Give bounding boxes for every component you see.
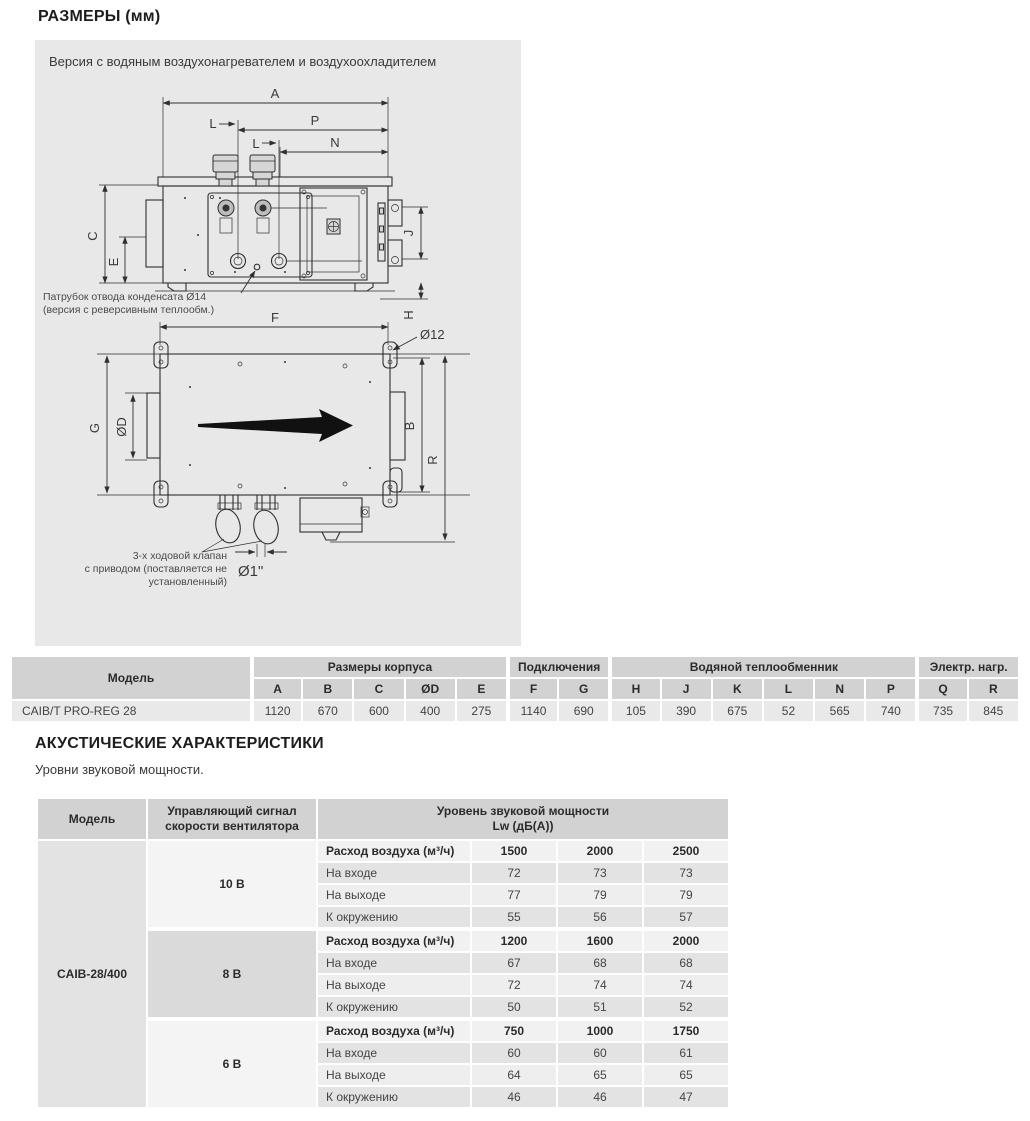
dim-label-c: C	[85, 231, 100, 241]
valve-note-line1: 3-х ходовой клапан	[132, 550, 227, 562]
cell: 79	[558, 885, 642, 905]
ac-level-header-line2: Lw (дБ(A))	[492, 819, 554, 833]
group-header-water-coil: Водяной теплообменник	[610, 657, 915, 677]
row-label-inlet: На входе	[318, 1043, 470, 1063]
cell: 79	[644, 885, 728, 905]
value-n: 565	[815, 701, 864, 721]
cell: 55	[472, 907, 556, 927]
col-header: A	[252, 679, 301, 699]
airflow-arrow	[198, 409, 353, 442]
cell: 56	[558, 907, 642, 927]
col-header: N	[815, 679, 864, 699]
value-c: 600	[354, 701, 403, 721]
cell: 46	[558, 1087, 642, 1107]
dim-label-d1inch: Ø1"	[238, 563, 264, 580]
flow-value: 1200	[472, 929, 556, 951]
cell: 74	[558, 975, 642, 995]
acoustics-table	[36, 797, 730, 1109]
flow-value: 1000	[558, 1019, 642, 1041]
col-header: P	[866, 679, 915, 699]
group-header-electric-heater: Электр. нагр.	[917, 657, 1018, 677]
valve-stack-2	[250, 155, 275, 186]
dim-label-h: H	[401, 310, 416, 320]
row-label-inlet: На входе	[318, 953, 470, 973]
page-title: РАЗМЕРЫ (мм)	[38, 8, 161, 25]
cell: 60	[558, 1043, 642, 1063]
ac-model-name: CAIB-28/400	[38, 841, 146, 1107]
cell: 74	[644, 975, 728, 995]
dimensions-table	[10, 655, 1020, 723]
valve-stack-1	[213, 155, 238, 186]
cell: 73	[644, 863, 728, 883]
cell: 68	[558, 953, 642, 973]
side-view	[43, 86, 428, 320]
row-label-outlet: На выходе	[318, 1065, 470, 1085]
cell: 72	[472, 975, 556, 995]
row-label-outlet: На выходе	[318, 885, 470, 905]
value-od: 400	[406, 701, 455, 721]
dim-label-b: B	[402, 421, 417, 431]
flow-value: 1600	[558, 929, 642, 951]
condensate-note-line1: Патрубок отвода конденсата Ø14	[43, 291, 207, 303]
flow-value: 2000	[558, 841, 642, 861]
flow-value: 750	[472, 1019, 556, 1041]
drawing-subtitle: Версия с водяным воздухонагревателем и воздухоохладителем	[49, 54, 437, 69]
row-label-surroundings: К окружению	[318, 907, 470, 927]
dim-label-j: J	[401, 229, 416, 237]
cell: 64	[472, 1065, 556, 1085]
table-row	[12, 701, 1018, 721]
row-label-surroundings: К окружению	[318, 1087, 470, 1107]
dim-label-l2: L	[252, 136, 260, 151]
value-q: 735	[917, 701, 966, 721]
plan-view	[85, 310, 470, 588]
acoustics-title: АКУСТИЧЕСКИЕ ХАРАКТЕРИСТИКИ	[35, 735, 324, 752]
table-row	[38, 841, 728, 861]
valve-note-line3: установленный)	[148, 576, 227, 588]
col-header: Q	[917, 679, 966, 699]
value-r: 845	[969, 701, 1018, 721]
cell: 50	[472, 997, 556, 1017]
flow-value: 1750	[644, 1019, 728, 1041]
flow-label: Расход воздуха (м³/ч)	[318, 841, 470, 861]
row-label-outlet: На выходе	[318, 975, 470, 995]
signal-6v: 6 В	[148, 1019, 316, 1107]
dim-label-f: F	[271, 310, 279, 325]
condensate-note-line2: (версия с реверсивным теплообм.)	[43, 304, 215, 316]
row-label-surroundings: К окружению	[318, 997, 470, 1017]
ac-level-header-line1: Уровень звуковой мощности	[436, 804, 610, 818]
dim-label-r: R	[425, 455, 440, 465]
cell: 73	[558, 863, 642, 883]
signal-8v: 8 В	[148, 929, 316, 1017]
flow-label: Расход воздуха (м³/ч)	[318, 929, 470, 951]
cell: 51	[558, 997, 642, 1017]
col-header: H	[610, 679, 659, 699]
value-l: 52	[764, 701, 813, 721]
acoustics-subtitle: Уровни звуковой мощности.	[35, 762, 204, 777]
flow-label: Расход воздуха (м³/ч)	[318, 1019, 470, 1041]
value-f: 1140	[508, 701, 557, 721]
cell: 57	[644, 907, 728, 927]
col-header: B	[303, 679, 352, 699]
cell: 60	[472, 1043, 556, 1063]
three-way-valves	[213, 495, 282, 557]
flow-value: 2500	[644, 841, 728, 861]
dim-label-d12: Ø12	[420, 327, 445, 342]
ac-signal-header: Управляющий сигнал скорости вентилятора	[148, 799, 316, 839]
cell: 65	[644, 1065, 728, 1085]
col-header: K	[713, 679, 762, 699]
signal-10v: 10 В	[148, 841, 316, 927]
col-header: ØD	[406, 679, 455, 699]
value-e: 275	[457, 701, 506, 721]
cell: 72	[472, 863, 556, 883]
condensate-outlet	[254, 264, 260, 270]
cell: 61	[644, 1043, 728, 1063]
cell: 77	[472, 885, 556, 905]
dim-label-od: ØD	[114, 417, 129, 437]
value-h: 105	[610, 701, 659, 721]
dim-label-l1: L	[209, 116, 217, 131]
row-label-inlet: На входе	[318, 863, 470, 883]
col-header: G	[559, 679, 608, 699]
group-header-connections: Подключения	[508, 657, 608, 677]
col-header: C	[354, 679, 403, 699]
technical-drawing	[35, 40, 521, 646]
value-g: 690	[559, 701, 608, 721]
value-p: 740	[866, 701, 915, 721]
cell: 67	[472, 953, 556, 973]
col-header: L	[764, 679, 813, 699]
dim-label-e: E	[106, 257, 121, 267]
ac-level-header	[318, 799, 728, 839]
flow-value: 1500	[472, 841, 556, 861]
value-k: 675	[713, 701, 762, 721]
dim-label-a: A	[270, 86, 280, 101]
dim-model-header: Модель	[12, 657, 250, 699]
valve-note-line2: с приводом (поставляется не	[84, 563, 227, 575]
cell: 68	[644, 953, 728, 973]
model-name: CAIB/T PRO-REG 28	[12, 701, 250, 721]
dim-label-n: N	[330, 135, 340, 150]
cell: 46	[472, 1087, 556, 1107]
col-header: F	[508, 679, 557, 699]
cell: 52	[644, 997, 728, 1017]
value-j: 390	[662, 701, 711, 721]
flow-value: 2000	[644, 929, 728, 951]
value-b: 670	[303, 701, 352, 721]
cell: 65	[558, 1065, 642, 1085]
cell: 47	[644, 1087, 728, 1107]
col-header: E	[457, 679, 506, 699]
group-header-body-dims: Размеры корпуса	[252, 657, 506, 677]
dimension-drawing-panel	[35, 40, 521, 646]
ac-model-header: Модель	[38, 799, 146, 839]
dim-label-g: G	[87, 422, 102, 434]
dim-label-p: P	[310, 113, 320, 128]
col-header: J	[662, 679, 711, 699]
value-a: 1120	[252, 701, 301, 721]
col-header: R	[969, 679, 1018, 699]
